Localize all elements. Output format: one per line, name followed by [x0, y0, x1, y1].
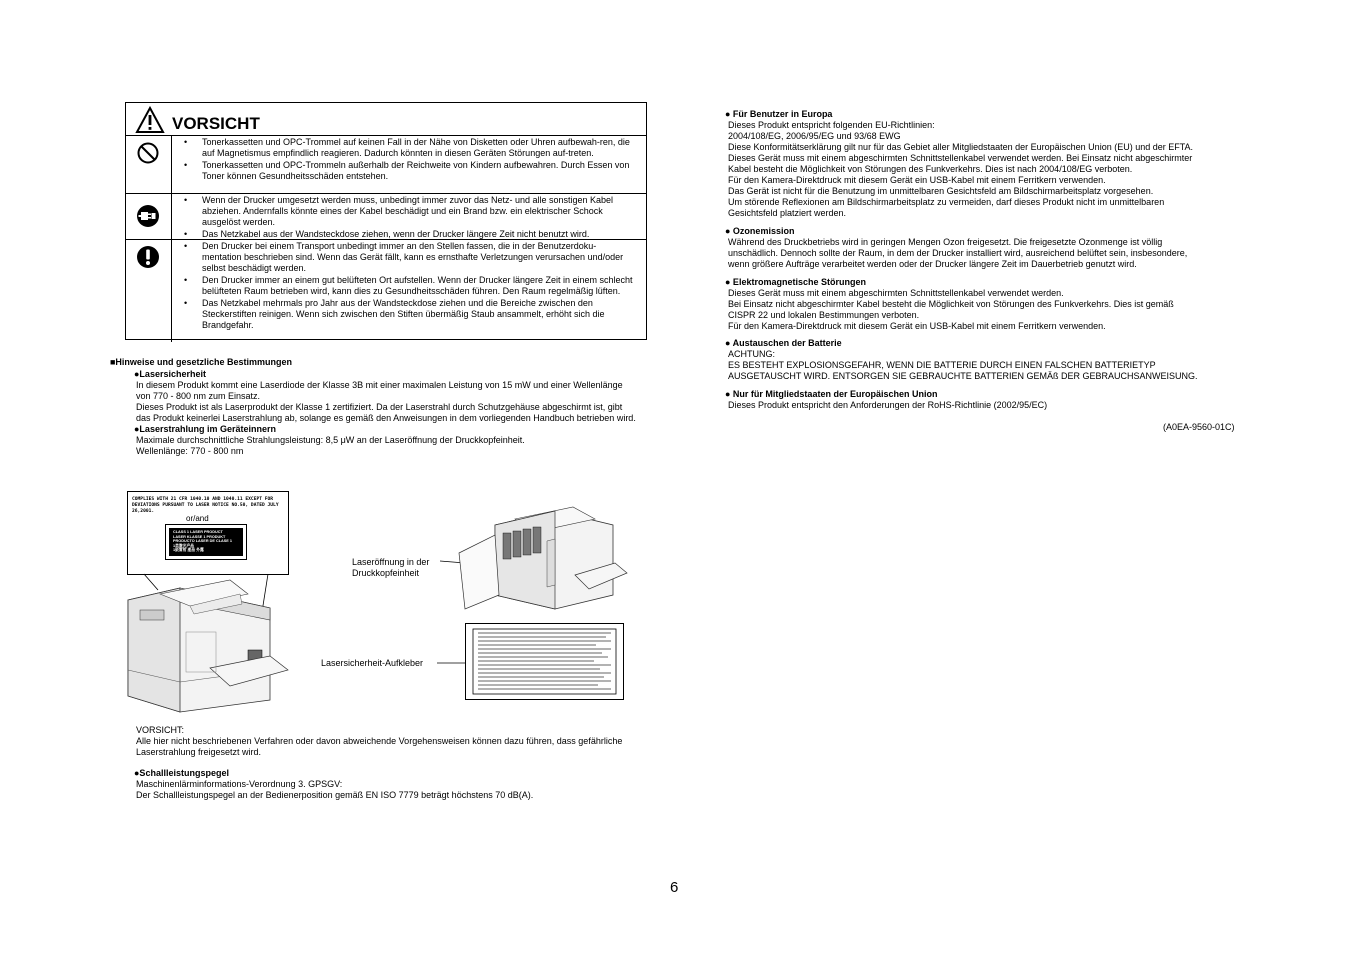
laser-radiation-text: Maximale durchschnittliche Strahlungsleistung: 8,5 μW an der Laseröffnung der Druckkopfeinheit. Wellenlänge: 770 - 800 nm: [136, 435, 525, 456]
laser-safety-heading: ●Lasersicherheit: [134, 369, 206, 379]
caution-row-storage: [126, 136, 646, 194]
eu-members-text: Dieses Produkt entspricht den Anforderungen der RoHS-Richtlinie (2002/95/EC): [728, 400, 1048, 410]
class1-label-frame: [165, 524, 247, 560]
emc-text: Dieses Gerät muss mit einem abgeschirmten Schnittstellenkabel verwendet werden. Bei Einsatz nicht abgeschirmter Kabel besteht die Möglichkeit von Störungen des Funkverkehrs. Dies ist gemäß CISPR 22 und lokalen Bestimmungen verboten. Für den Kamera-Direktdruck mit diesem Gerät ein USB-Kabel mit einem Ferritkern verwenden.: [728, 288, 1174, 331]
battery-text: ACHTUNG: ES BESTEHT EXPLOSIONSGEFAHR, WENN DIE BATTERIE DURCH EINEN FALSCHEN BATTERIETYP AUSGETAUSCHT WIRD. ENTSORGEN SIE GEBRAUCHTE BATTERIEN GEMÄß DER GEBRAUCHSANWEISUNG.: [728, 349, 1198, 381]
ozone-text: Während des Druckbetriebs wird in geringen Mengen Ozon freigesetzt. Die freigesetzte Ozonmenge ist völlig unschädlich. Dennoch sollte der Raum, in dem der Drucker installiert wird, ausreichend belüftet sein, insbesondere, wenn größere Aufträge verarbeitet werden oder der Drucker längere Zeit im Dauerbetrieb genutzt wird.: [728, 237, 1188, 269]
caution-item: • Wenn der Drucker umgesetzt werden muss, unbedingt immer zuvor das Netz- und alle sonstigen Kabel abziehen. Andernfalls könnte eines der Kabel beschädigt und ein Brand bzw. ein elektrischer Schock ausgelöst werden.: [182, 195, 634, 228]
printer-open-illustration: [455, 505, 630, 620]
document-code: (A0EA-9560-01C): [1163, 422, 1235, 432]
caution-row-handling: [126, 240, 646, 342]
caution-header: [126, 103, 646, 136]
section-heading: ■Hinweise und gesetzliche Bestimmungen: [110, 357, 292, 367]
battery-heading: ● Austauschen der Batterie: [725, 338, 842, 348]
class1-label-inner: [169, 528, 243, 556]
aperture-callout: Laseröffnung in der Druckkopfeinheit: [352, 557, 430, 578]
laser-sticker-box: [465, 623, 624, 700]
prohibited-icon: [136, 141, 160, 165]
europe-heading: ● Für Benutzer in Europa: [725, 109, 833, 119]
laser-sticker-lines: [466, 624, 623, 699]
caution-title: VORSICHT: [172, 114, 260, 133]
exclamation-icon: [136, 245, 160, 269]
caution-note: VORSICHT: Alle hier nicht beschriebenen Verfahren oder davon abweichende Vorgehensweisen können dazu führen, dass gefährliche Laserstrahlung freigesetzt wird.: [136, 725, 623, 757]
caution-item: • Tonerkassetten und OPC-Trommel auf keinen Fall in der Nähe von Disketten oder Uhren aufbewah-ren, die auf Magnetismus empfindlich reagieren. Dadurch könnten in diesen Geräten Störungen auf-treten.: [182, 137, 634, 159]
caution-item: • Das Netzkabel aus der Wandsteckdose ziehen, wenn der Drucker längere Zeit nicht benutzt wird.: [182, 229, 634, 240]
caution-item: • Den Drucker bei einem Transport unbedingt immer an den Stellen fassen, die in der Benutzerdoku-mentation beschrieben sind. Wenn das Gerät fällt, kann es ernsthafte Verletzungen verursachen und/oder selbst beschädigt werden.: [182, 241, 634, 274]
eu-members-heading: ● Nur für Mitgliedstaaten der Europäischen Union: [725, 389, 938, 399]
caution-item: • Tonerkassetten und OPC-Trommeln außerhalb der Reichweite von Kindern aufbewahren. Durch Essen von Toner können Gesundheitsschäden entstehen.: [182, 160, 634, 182]
sound-level-heading: ●Schallleistungspegel: [134, 768, 229, 778]
laser-safety-text: In diesem Produkt kommt eine Laserdiode der Klasse 3B mit einer maximalen Leistung von 15 mW und einer Wellenlänge von 770 - 800 nm zum Einsatz. Dieses Produkt ist als Laserprodukt der Klasse 1 zertifiziert. Da der Laserstrahl durch Schutzgehäuse abgeschirmt ist, gibt das Produkt keinerlei Laserstrahlung ab, solange es gemäß den Anweisungen in dem vorliegenden Handbuch betrieben wird.: [136, 380, 636, 423]
emc-heading: ● Elektromagnetische Störungen: [725, 277, 866, 287]
caution-item: • Den Drucker immer an einem gut belüfteten Ort aufstellen. Wenn der Drucker längere Zeit in einem schlecht belüfteten Raum betrieben wird, kann dies zu Gesundheitsschäden führen. Den Raum regelmäßig lüften.: [182, 275, 634, 297]
printer-front-illustration: [120, 560, 290, 720]
sticker-callout-line: [436, 660, 468, 666]
class1-label-text: CLASS 1 LASER PRODUCT LASER KLASSE 1 PRODUKT PRODUCTO LASER DE CLASE 1 1类激光产品 1級雷射 產品 外露: [173, 530, 232, 553]
page-number: 6: [670, 879, 679, 896]
caution-table: [125, 102, 647, 340]
compliance-label-text: COMPLIES WITH 21 CFR 1040.10 AND 1040.11 EXCEPT FOR DEVIATIONS PURSUANT TO LASER NOTICE NO.50, DATED JULY 26,2001.: [132, 497, 279, 514]
ozone-heading: ● Ozonemission: [725, 226, 795, 236]
sound-level-text: Maschinenlärminformations-Verordnung 3. GPSGV: Der Schallleistungspegel an der Bedienerposition gemäß EN ISO 7779 beträgt höchstens 70 dB(A).: [136, 779, 534, 800]
warning-triangle-icon: [135, 106, 165, 134]
unplug-icon: [136, 204, 160, 228]
caution-row-power: [126, 194, 646, 240]
or-and-text: or/and: [186, 514, 209, 523]
laser-radiation-heading: ●Laserstrahlung im Geräteinnern: [134, 424, 276, 434]
europe-text: Dieses Produkt entspricht folgenden EU-Richtlinien: 2004/108/EG, 2006/95/EG und 93/68 EWG Diese Konformitätserklärung gilt nur für das Gebiet aller Mitgliedstaaten der Europäischen Union (EU) und der EFTA. Dieses Gerät muss mit einem abgeschirmten Schnittstellenkabel verwendet werden. Bei Einsatz nicht abgeschirmter Kabel besteht die Möglichkeit von Störungen des Funkverkehrs. Dies ist nach 2004/108/EG verboten. Für den Kamera-Direktdruck mit diesem Gerät ein USB-Kabel mit einem Ferritkern verwenden. Das Gerät ist nicht für die Benutzung im unmittelbaren Gesichtsfeld am Bildschirmarbeitsplatz vorgesehen. Um störende Reflexionen am Bildschirmarbeitsplatz zu vermeiden, darf dieses Produkt nicht im unmittelbaren Gesichtsfeld platziert werden.: [728, 120, 1194, 218]
sticker-callout: Lasersicherheit-Aufkleber: [321, 658, 424, 668]
caution-item: • Das Netzkabel mehrmals pro Jahr aus der Wandsteckdose ziehen und die Bereiche zwischen den Steckerstiften reinigen. Wenn sich zwischen den Stiften übermäßig Staub ansammelt, erhöht sich die Brandgefahr.: [182, 298, 634, 331]
